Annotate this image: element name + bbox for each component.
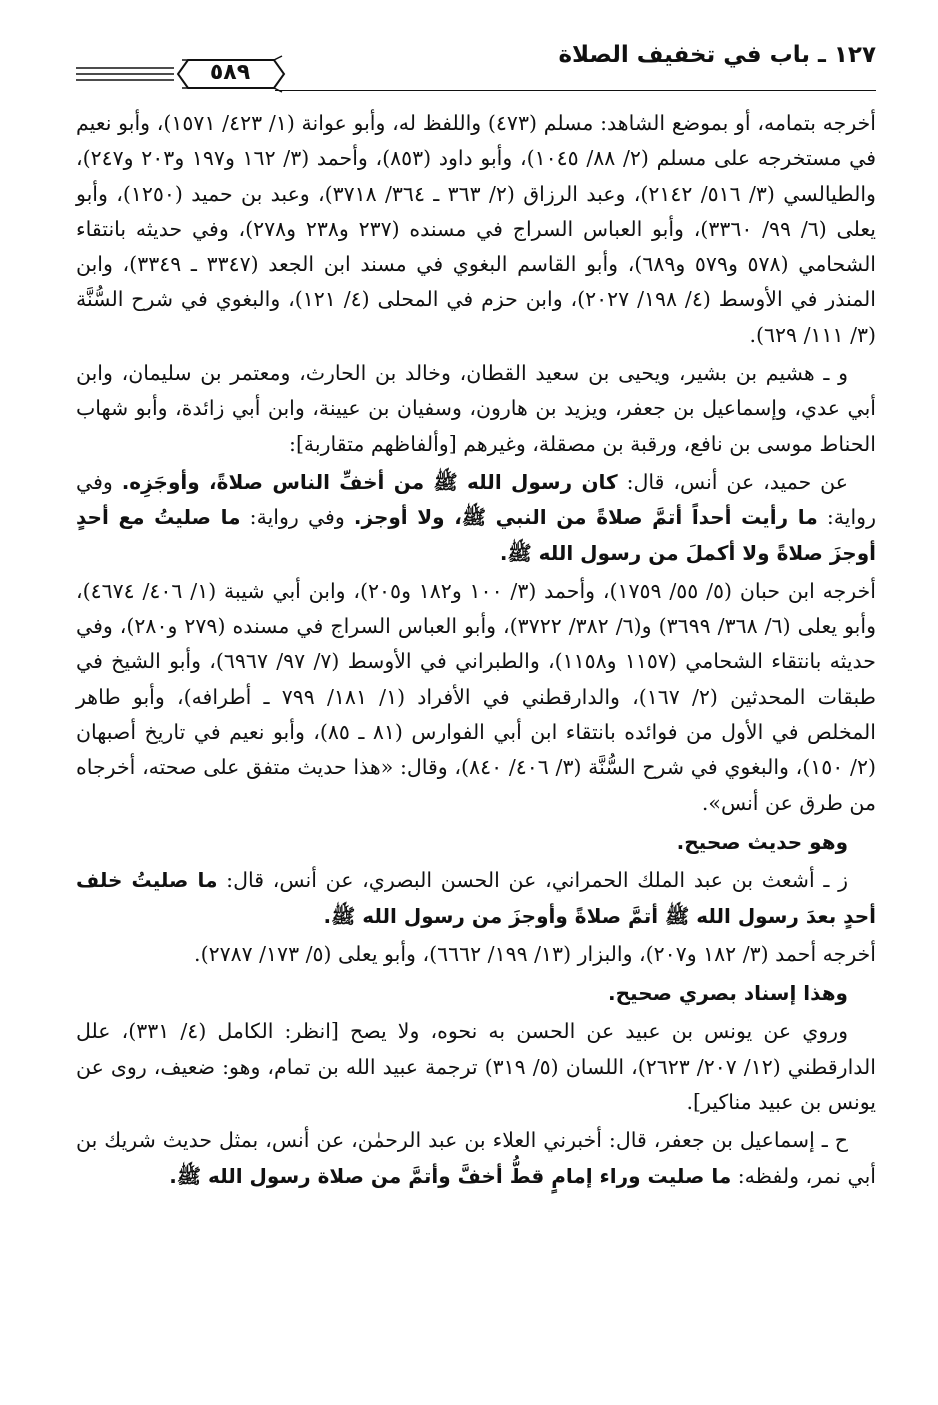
paragraph-hadith-anas	[76, 465, 876, 571]
paragraph-hadith-ashath	[76, 863, 876, 934]
hadith-text: ما صليتُ خلف أحدٍ بعدَ رسول الله ﷺ أتمَّ صلاةً وأوجزَ من رسول الله ﷺ.	[76, 868, 876, 928]
riwaya-label: وفي رواية:	[240, 505, 354, 530]
chapter-title: ١٢٧ ـ باب في تخفيف الصلاة	[558, 42, 876, 68]
paragraph-takhrij-3: أخرجه أحمد (٣/ ١٨٢ و٢٠٧)، والبزار (١٣/ ١٩٩/ ٦٦٦٢)، وأبو يعلى (٥/ ١٧٣/ ٢٧٨٧).	[194, 941, 876, 966]
paragraph-takhrij-2: أخرجه ابن حبان (٥/ ٥٥/ ١٧٥٩)، وأحمد (٣/ ١٠٠ و١٨٢ و٢٠٥)، وابن أبي شيبة (١/ ٤٠٦/ ٤٦٧٤)، وأبو يعلى (٦/ ٣٦٨/ ٣٦٩٩) و(٦/ ٣٨٢/ ٣٧٢٢)، وأبو العباس السراج في مسنده (٢٧٩ و٢٨٠)، وفي حديثه بانتقاء الشحامي (١١٥٧ و١١٥٨)، والطبراني في الأوسط (٧/ ٩٧/ ٦٩٦٧)، وأبو الشيخ في طبقات المحدثين (٢/ ١٦٧)، والدارقطني في الأفراد (١/ ١٨١/ ٧٩٩ ـ أطرافه)، وأبو طاهر المخلص في الأول من فوائده بانتقاء ابن أبي الفوارس (٨١ ـ ٨٥)، وأبو نعيم في تاريخ أصبهان (٢/ ١٥٠)، والبغوي في شرح السُّنَّة (٣/ ٤٠٦/ ٨٤٠)، وقال: «هذا حديث متفق على صحته، أخرجاه من طرق عن أنس».	[76, 578, 876, 815]
hadith-text: ما صليت وراء إمامٍ قطُّ أخفَّ وأتمَّ من صلاة رسول الله ﷺ.	[169, 1163, 732, 1188]
paragraph-hadith-ala	[76, 1123, 876, 1194]
header-rule	[275, 90, 876, 91]
chain-text: ح ـ إسماعيل بن جعفر، قال: أخبرني العلاء بن عبد الرحمٰن، عن أنس، بمثل حديث شريك بن أبي نمر، ولفظه:	[76, 1128, 876, 1188]
hadith-text: ما صليتُ مع أحدٍ أوجزَ صلاةً ولا أكملَ من رسول الله ﷺ.	[76, 505, 876, 565]
page-number-ornament	[70, 54, 310, 94]
chain-text: عن حميد، عن أنس، قال:	[617, 469, 848, 494]
paragraph-weak-route: وروي عن يونس بن عبيد عن الحسن به نحوه، ولا يصح [انظر: الكامل (٤/ ٣٣١)، علل الدارقطني (١٢/ ٢٠٧/ ٢٦٢٣)، اللسان (٥/ ٣١٩) ترجمة عبيد الله بن تمام، وهو: ضعيف، روى عن يونس بن عبيد مناكير].	[76, 1019, 876, 1115]
paragraph-takhrij-1: أخرجه بتمامه، أو بموضع الشاهد: مسلم (٤٧٣) واللفظ له، وأبو عوانة (١/ ٤٢٣/ ١٥٧١)، وأبو نعيم في مستخرجه على مسلم (٢/ ٨٨/ ١٠٤٥)، وأبو داود (٨٥٣)، وأحمد (٣/ ١٦٢ و١٩٧ و٢٠٣ و٢٤٧)، والطيالسي (٣/ ٥١٦/ ٢١٤٢)، وعبد الرزاق (٢/ ٣٦٣ ـ ٣٦٤/ ٣٧١٨)، وعبد بن حميد (١٢٥٠)، وأبو يعلى (٦/ ٩٩/ ٣٣٦٠)، وأبو العباس السراج في مسنده (٢٣٧ و٢٣٨ و٢٧٨)، وفي حديثه بانتقاء الشحامي (٥٧٨ و٥٧٩ و٦٨٩)، وأبو القاسم البغوي في مسند ابن الجعد (٣٣٤٧ ـ ٣٣٤٩)، وابن المنذر في الأوسط (٤/ ١٩٨/ ٢٠٢٧)، وابن حزم في المحلى (٤/ ١٢١)، والبغوي في شرح السُّنَّة (٣/ ١١١/ ٦٢٩).	[76, 111, 877, 347]
chain-text: ز ـ أشعث بن عبد الملك الحمراني، عن الحسن البصري، عن أنس، قال:	[217, 868, 848, 893]
page-number: ٥٨٩	[209, 60, 251, 85]
grading-statement: وهو حديث صحيح.	[676, 829, 848, 854]
hadith-text: كان رسول الله ﷺ من أخفِّ الناس صلاةً، وأوجَزِه.	[121, 469, 618, 494]
page-body	[76, 106, 876, 1197]
grading-statement: وهذا إسناد بصري صحيح.	[608, 981, 848, 1006]
page-header	[70, 40, 876, 94]
paragraph-narrators: و ـ هشيم بن بشير، ويحيى بن سعيد القطان، وخالد بن الحارث، ومعتمر بن سليمان، وابن أبي عدي، وإسماعيل بن جعفر، ويزيد بن هارون، وسفيان بن عيينة، وابن أبي زائدة، وأبو شهاب الحناط موسى بن نافع، ورقبة بن مصقلة، وغيرهم [وألفاظهم متقاربة]:	[76, 361, 876, 456]
hadith-text: ما رأيت أحداً أتمَّ صلاةً من النبي ﷺ، ولا أوجز.	[353, 505, 818, 530]
riwaya-label: وفي رواية:	[76, 469, 876, 530]
